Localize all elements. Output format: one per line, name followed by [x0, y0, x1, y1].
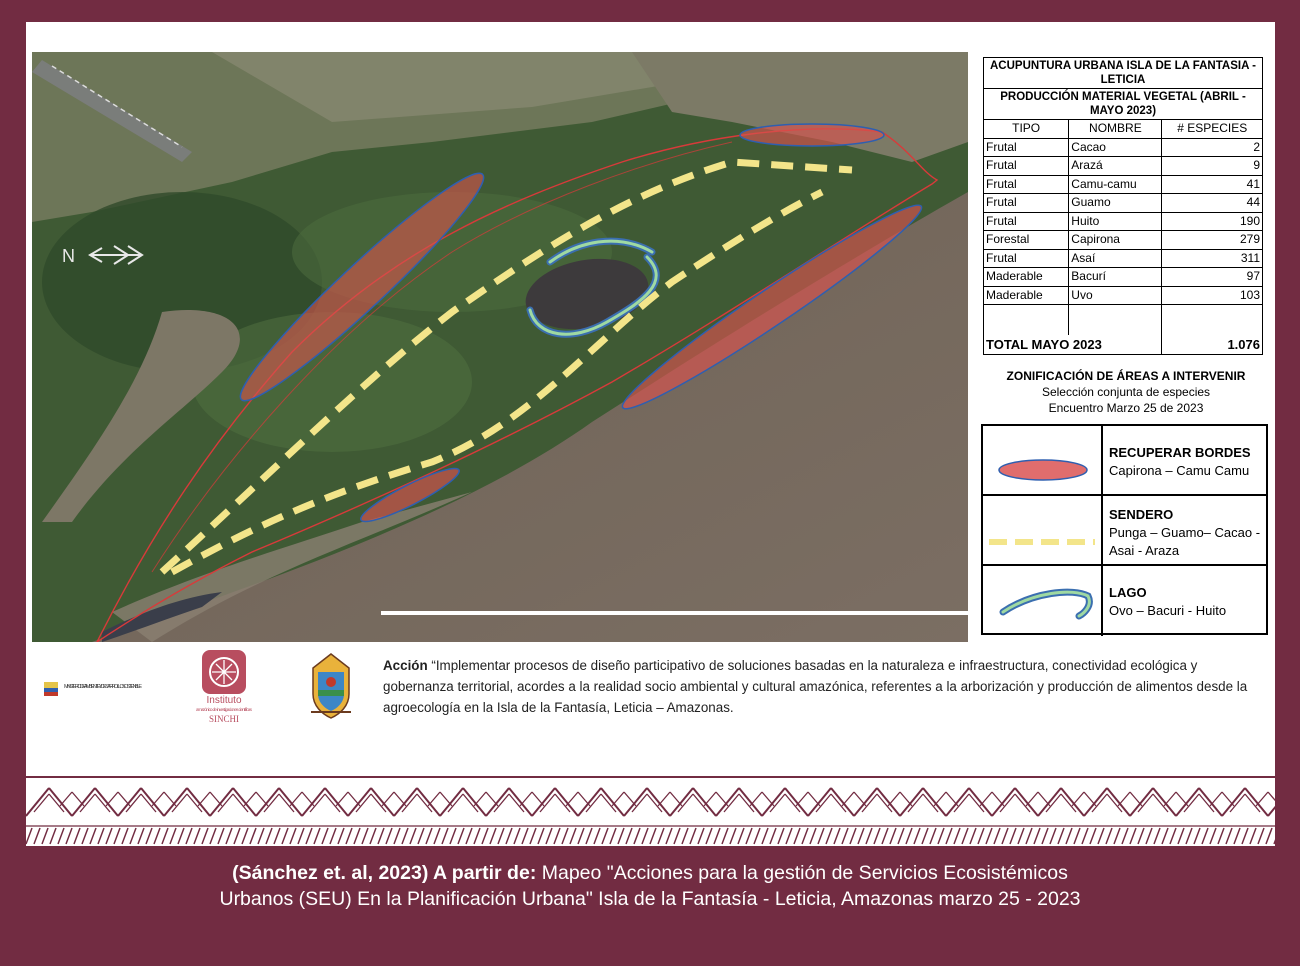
col-nombre: NOMBRE [1069, 120, 1162, 139]
table-row [984, 212, 1263, 231]
sinchi-word: Instituto [206, 695, 242, 706]
zoning-line-2: Encuentro Marzo 25 de 2023 [1048, 401, 1204, 415]
legend-row-trail [983, 496, 1266, 566]
cell-nombre: Bacurí [1069, 268, 1162, 287]
table-subtitle: PRODUCCIÓN MATERIAL VEGETAL (ABRIL - MAYO 2023) [984, 89, 1263, 120]
action-label: Acción [383, 658, 428, 673]
legend-row-recover-edges [983, 426, 1266, 496]
legend-species: Capirona – Camu Camu [1109, 463, 1250, 478]
figure-card [26, 22, 1275, 846]
leticia-crest-logo [306, 650, 356, 722]
caption-line-2: Urbanos (SEU) En la Planificación Urbana" Isla de la Fantasía - Leticia, Amazonas marzo 25 - 2023 [219, 888, 1081, 910]
cell-nombre: Capirona [1069, 231, 1162, 250]
lake-arc-icon [983, 566, 1103, 636]
total-label: TOTAL MAYO 2023 [984, 335, 1162, 355]
cell-tipo: Frutal [984, 249, 1069, 268]
cell-especies: 9 [1162, 157, 1263, 176]
satellite-map [32, 52, 968, 642]
cell-tipo: Frutal [984, 194, 1069, 213]
table-row [984, 157, 1263, 176]
table-row [984, 268, 1263, 287]
cell-especies: 2 [1162, 138, 1263, 157]
recover-edges-zone-north [740, 124, 884, 146]
cell-nombre: Uvo [1069, 286, 1162, 305]
legend-species: Punga – Guamo– Cacao - Asai - Araza [1109, 525, 1261, 558]
cell-especies: 44 [1162, 194, 1263, 213]
cell-especies: 103 [1162, 286, 1263, 305]
cell-tipo: Maderable [984, 268, 1069, 287]
zoning-line-1: Selección conjunta de especies [1041, 385, 1211, 399]
sinchi-logo [191, 648, 257, 726]
cell-especies: 97 [1162, 268, 1263, 287]
decorative-pattern-band [26, 776, 1275, 846]
action-text: “Implementar procesos de diseño participativo de soluciones basadas en la naturaleza e infraestructura, conectividad ecológica y gobernanza territorial, acordes a la realidad socio ambiental y cultural amazónica, referentes a la arborización y producción de alimentos desde la agroecología en la Isla de la Fantasía, Leticia – Amazonas. [383, 658, 1248, 715]
caption-source: (Sánchez et. al, 2023) A partir de: [232, 862, 537, 884]
production-table [983, 57, 1263, 355]
table-row [984, 249, 1263, 268]
ministry-logo [36, 672, 146, 712]
legend-name: RECUPERAR BORDES [1109, 445, 1251, 460]
cell-tipo: Frutal [984, 138, 1069, 157]
cell-nombre: Guamo [1069, 194, 1162, 213]
sinchi-name: SINCHI [208, 714, 240, 724]
zoning-title: ZONIFICACIÓN DE ÁREAS A INTERVENIR [1006, 369, 1246, 383]
legend [981, 424, 1268, 635]
logos [26, 642, 386, 722]
cell-nombre: Camu-camu [1069, 175, 1162, 194]
cell-tipo: Maderable [984, 286, 1069, 305]
cell-especies: 311 [1162, 249, 1263, 268]
sinchi-subtitle: amazónico de investigaciones científicas [196, 707, 252, 712]
cell-nombre: Huito [1069, 212, 1162, 231]
action-statement [383, 655, 1253, 718]
legend-name: SENDERO [1109, 507, 1174, 522]
cell-tipo: Frutal [984, 212, 1069, 231]
total-value: 1.076 [1162, 335, 1263, 355]
col-tipo: TIPO [984, 120, 1069, 139]
caption-line-1: Mapeo "Acciones para la gestión de Servicios Ecosistémicos [536, 862, 1068, 884]
table-row [984, 286, 1263, 305]
cell-nombre: Cacao [1069, 138, 1162, 157]
legend-row-lake [983, 566, 1266, 636]
red-ellipse-icon [999, 460, 1087, 480]
zoning-block [981, 368, 1271, 416]
north-label: N [62, 246, 75, 266]
table-row [984, 231, 1263, 250]
cell-especies: 190 [1162, 212, 1263, 231]
figure-caption [0, 860, 1300, 912]
cell-tipo: Frutal [984, 175, 1069, 194]
table-row [984, 194, 1263, 213]
cell-nombre: Arazá [1069, 157, 1162, 176]
legend-name: LAGO [1109, 585, 1147, 600]
ministry-name: MINISTERIO DE AMBIENTE Y DESARROLLO SOSTENIBLE [64, 684, 143, 690]
cell-tipo: Frutal [984, 157, 1069, 176]
cell-especies: 41 [1162, 175, 1263, 194]
table-row [984, 138, 1263, 157]
cell-nombre: Asaí [1069, 249, 1162, 268]
cell-especies: 279 [1162, 231, 1263, 250]
col-especies: # ESPECIES [1162, 120, 1263, 139]
table-title: ACUPUNTURA URBANA ISLA DE LA FANTASIA - LETICIA [984, 58, 1263, 89]
table-row [984, 175, 1263, 194]
legend-species: Ovo – Bacuri - Huito [1109, 603, 1227, 618]
cell-tipo: Forestal [984, 231, 1069, 250]
